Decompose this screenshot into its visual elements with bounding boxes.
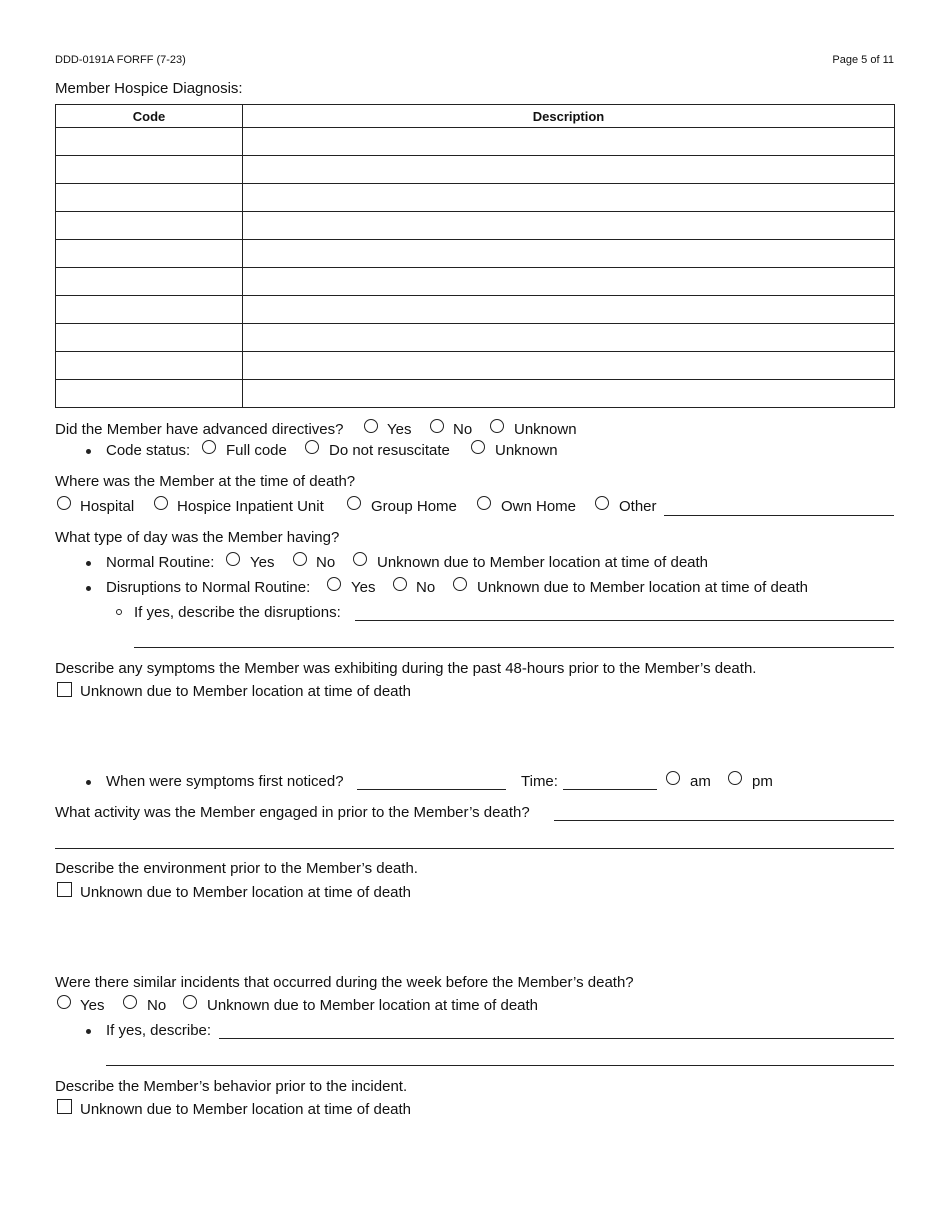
bullet	[86, 561, 91, 566]
code-cell[interactable]	[56, 296, 243, 324]
location-hospital-radio[interactable]	[57, 496, 71, 510]
symptoms-time-label: Time:	[521, 773, 558, 790]
page-number: Page 5 of 11	[832, 54, 894, 66]
code-status-unknown-radio[interactable]	[471, 440, 485, 454]
advanced-directives-question: Did the Member have advanced directives?	[55, 421, 344, 438]
code-cell[interactable]	[56, 128, 243, 156]
description-cell[interactable]	[243, 184, 895, 212]
environment-unknown-checkbox[interactable]	[57, 882, 72, 897]
disruptions-unknown-label: Unknown due to Member location at time of death	[477, 579, 809, 596]
day-type-question: What type of day was the Member having?	[55, 529, 340, 546]
code-status-full-code-label: Full code	[226, 442, 287, 459]
code-cell[interactable]	[56, 268, 243, 296]
description-cell[interactable]	[243, 240, 895, 268]
description-cell[interactable]	[243, 128, 895, 156]
description-cell[interactable]	[243, 212, 895, 240]
description-cell[interactable]	[243, 352, 895, 380]
similar-incidents-no-radio[interactable]	[123, 995, 137, 1009]
symptoms-question: Describe any symptoms the Member was exhibiting during the past 48-hours prior to the Member’s death.	[55, 660, 757, 677]
disruptions-yes-label: Yes	[351, 579, 376, 596]
symptoms-pm-label: pm	[752, 773, 773, 790]
disruptions-yes-radio[interactable]	[327, 577, 341, 591]
table-row	[56, 184, 895, 212]
environment-unknown-label: Unknown due to Member location at time of death	[80, 884, 412, 901]
bullet	[86, 1029, 91, 1034]
code-cell[interactable]	[56, 212, 243, 240]
advanced-directives-no-label: No	[453, 421, 473, 438]
location-own-home-label: Own Home	[501, 498, 577, 515]
similar-incidents-question: Were there similar incidents that occurred during the week before the Member’s death?	[55, 974, 634, 991]
table-row	[56, 240, 895, 268]
normal-routine-unknown-radio[interactable]	[353, 552, 367, 566]
table-row	[56, 268, 895, 296]
symptoms-am-radio[interactable]	[666, 771, 680, 785]
bullet	[86, 449, 91, 454]
table-row	[56, 324, 895, 352]
location-other-label: Other	[619, 498, 657, 515]
disruptions-no-label: No	[416, 579, 436, 596]
symptoms-first-noticed-field[interactable]	[357, 789, 506, 790]
activity-field[interactable]	[554, 820, 894, 821]
diagnosis-table	[55, 104, 895, 408]
advanced-directives-yes-label: Yes	[387, 421, 412, 438]
activity-field-continued[interactable]	[55, 848, 894, 849]
normal-routine-yes-radio[interactable]	[226, 552, 240, 566]
symptoms-am-label: am	[690, 773, 711, 790]
code-status-full-code-radio[interactable]	[202, 440, 216, 454]
code-cell[interactable]	[56, 240, 243, 268]
advanced-directives-unknown-label: Unknown	[514, 421, 577, 438]
location-group-home-label: Group Home	[371, 498, 457, 515]
description-cell[interactable]	[243, 296, 895, 324]
bullet	[86, 780, 91, 785]
description-cell[interactable]	[243, 268, 895, 296]
advanced-directives-no-radio[interactable]	[430, 419, 444, 433]
similar-incidents-describe-label: If yes, describe:	[106, 1022, 212, 1039]
activity-question: What activity was the Member engaged in prior to the Member’s death?	[55, 804, 530, 821]
table-row	[56, 296, 895, 324]
symptoms-unknown-label: Unknown due to Member location at time of death	[80, 683, 412, 700]
table-row	[56, 380, 895, 408]
table-row	[56, 128, 895, 156]
advanced-directives-unknown-radio[interactable]	[490, 419, 504, 433]
code-cell[interactable]	[56, 184, 243, 212]
normal-routine-label: Normal Routine:	[106, 554, 215, 571]
environment-question: Describe the environment prior to the Member’s death.	[55, 860, 418, 877]
code-status-dnr-radio[interactable]	[305, 440, 319, 454]
disruptions-describe-field-continued[interactable]	[134, 647, 894, 648]
symptoms-pm-radio[interactable]	[728, 771, 742, 785]
description-cell[interactable]	[243, 324, 895, 352]
similar-incidents-yes-label: Yes	[80, 997, 105, 1014]
form-id: DDD-0191A FORFF (7-23)	[55, 54, 186, 66]
similar-incidents-no-label: No	[147, 997, 167, 1014]
bullet	[86, 586, 91, 591]
behavior-unknown-checkbox[interactable]	[57, 1099, 72, 1114]
symptoms-first-noticed-label: When were symptoms first noticed?	[106, 773, 344, 790]
normal-routine-yes-label: Yes	[250, 554, 275, 571]
disruptions-no-radio[interactable]	[393, 577, 407, 591]
code-cell[interactable]	[56, 156, 243, 184]
disruptions-describe-field[interactable]	[355, 620, 894, 621]
normal-routine-no-label: No	[316, 554, 336, 571]
location-other-field[interactable]	[664, 515, 894, 516]
description-cell[interactable]	[243, 380, 895, 408]
code-cell[interactable]	[56, 352, 243, 380]
table-row	[56, 156, 895, 184]
behavior-unknown-label: Unknown due to Member location at time of death	[80, 1101, 412, 1118]
location-other-radio[interactable]	[595, 496, 609, 510]
diagnosis-title: Member Hospice Diagnosis:	[55, 80, 243, 97]
code-status-label: Code status:	[106, 442, 191, 459]
column-header-code: Code	[56, 105, 243, 128]
code-status-dnr-label: Do not resuscitate	[329, 442, 450, 459]
symptoms-time-field[interactable]	[563, 789, 657, 790]
sub-bullet	[116, 609, 122, 615]
description-cell[interactable]	[243, 156, 895, 184]
code-cell[interactable]	[56, 324, 243, 352]
similar-incidents-yes-radio[interactable]	[57, 995, 71, 1009]
code-status-unknown-label: Unknown	[495, 442, 558, 459]
disruptions-describe-label: If yes, describe the disruptions:	[134, 604, 341, 621]
location-question: Where was the Member at the time of death?	[55, 473, 356, 490]
normal-routine-no-radio[interactable]	[293, 552, 307, 566]
advanced-directives-yes-radio[interactable]	[364, 419, 378, 433]
disruptions-unknown-radio[interactable]	[453, 577, 467, 591]
similar-incidents-describe-field-continued[interactable]	[106, 1065, 894, 1066]
location-hospice-inpatient-radio[interactable]	[154, 496, 168, 510]
normal-routine-unknown-label: Unknown due to Member location at time of death	[377, 554, 709, 571]
table-row	[56, 352, 895, 380]
location-own-home-radio[interactable]	[477, 496, 491, 510]
behavior-question: Describe the Member’s behavior prior to the incident.	[55, 1078, 408, 1095]
similar-incidents-unknown-label: Unknown due to Member location at time of death	[207, 997, 539, 1014]
location-group-home-radio[interactable]	[347, 496, 361, 510]
disruptions-label: Disruptions to Normal Routine:	[106, 579, 311, 596]
location-hospice-inpatient-label: Hospice Inpatient Unit	[177, 498, 324, 515]
column-header-description: Description	[243, 105, 895, 128]
location-hospital-label: Hospital	[80, 498, 135, 515]
similar-incidents-unknown-radio[interactable]	[183, 995, 197, 1009]
similar-incidents-describe-field[interactable]	[219, 1038, 894, 1039]
symptoms-unknown-checkbox[interactable]	[57, 682, 72, 697]
code-cell[interactable]	[56, 380, 243, 408]
table-row	[56, 212, 895, 240]
